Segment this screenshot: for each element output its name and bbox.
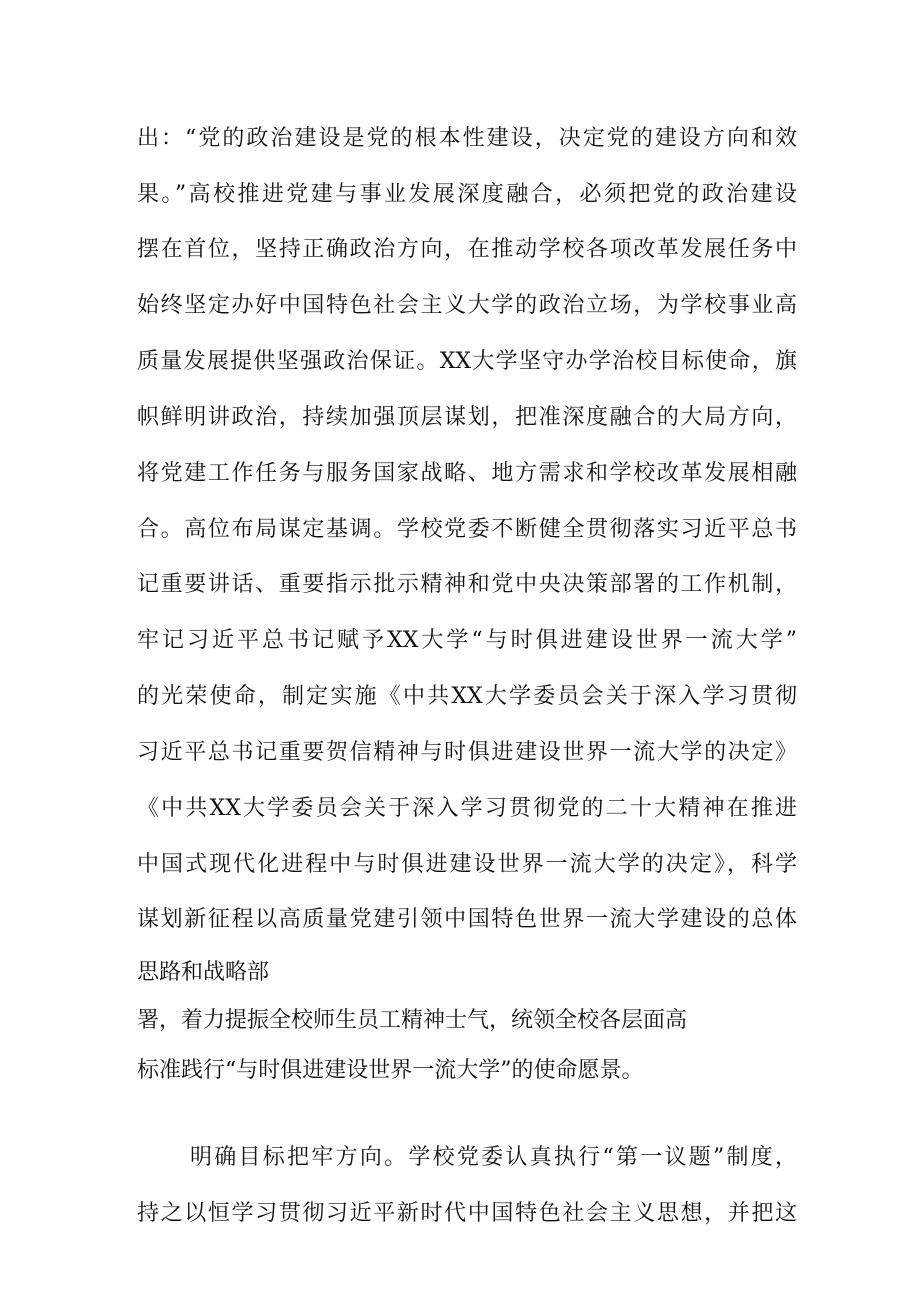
text-line: 标准践行“与时俱进建设世界一流大学”的使命愿景。 [137, 1058, 644, 1083]
text-line: 合。高位布局谋定基调。学校党委不断健全贯彻落实习近平总书 [137, 517, 797, 542]
text-line: 记重要讲话、重要指示批示精神和党中央决策部署的工作机制， [137, 572, 797, 597]
text-line: 将党建工作任务与服务国家战略、地方需求和学校改革发展相融 [137, 461, 797, 486]
text-line: 始终坚定办好中国特色社会主义大学的政治立场，为学校事业高 [137, 293, 797, 318]
text-line: 牢记习近平总书记赋予XX大学“与时俱进建设世界一流大学” [137, 628, 797, 653]
text-line: 摆在首位，坚持正确政治方向，在推动学校各项改革发展任务中 [137, 237, 797, 262]
text-line: 出：“党的政治建设是党的根本性建设，决定党的建设方向和效 [137, 126, 797, 151]
text-line: 质量发展提供坚强政治保证。XX大学坚守办学治校目标使命，旗 [137, 349, 797, 374]
text-line: 习近平总书记重要贺信精神与时俱进建设世界一流大学的决定》 [137, 740, 797, 765]
text-line: 署，着力提振全校师生员工精神士气，统领全校各层面高 [137, 1008, 688, 1033]
text-line: 持之以恒学习贯彻习近平新时代中国特色社会主义思想，并把这 [137, 1201, 797, 1226]
text-line: 果。”高校推进党建与事业发展深度融合，必须把党的政治建设 [137, 182, 797, 207]
text-line: 《中共XX大学委员会关于深入学习贯彻党的二十大精神在推进 [137, 796, 797, 821]
paragraph-first-line: 明确目标把牢方向。学校党委认真执行“第一议题”制度， [190, 1145, 797, 1170]
text-line: 帜鲜明讲政治，持续加强顶层谋划，把准深度融合的大局方向， [137, 405, 797, 430]
text-line: 的光荣使命，制定实施《中共XX大学委员会关于深入学习贯彻 [137, 684, 797, 709]
text-line: 中国式现代化进程中与时俱进建设世界一流大学的决定》，科学 [137, 852, 797, 877]
text-line: 谋划新征程以高质量党建引领中国特色世界一流大学建设的总体 [137, 907, 797, 932]
text-line: 思路和战略部 [137, 960, 270, 985]
